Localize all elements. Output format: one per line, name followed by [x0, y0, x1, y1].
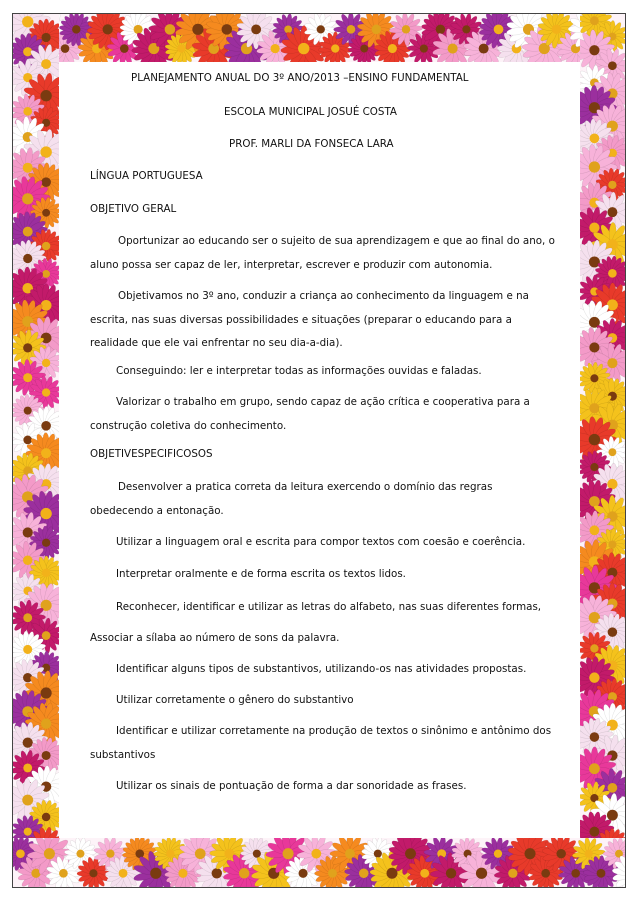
specific-item-6: Identificar alguns tipos de substantivos, utilizando-os nas atividades propostas.: [116, 663, 527, 675]
specific-objectives-heading: OBJETIVESPECIFICOSOS: [90, 448, 213, 460]
school-name: ESCOLA MUNICIPAL JOSUÉ COSTA: [224, 106, 397, 118]
specific-item-4: Reconhecer, identificar e utilizar as letras do alfabeto, nas suas diferentes formas,: [116, 601, 542, 613]
general-paragraph-3: Conseguindo: ler e interpretar todas as informações ouvidas e faladas.: [116, 365, 482, 377]
plan-title: PLANEJAMENTO ANUAL DO 3º ANO/2013 –ENSINO FUNDAMENTAL: [131, 72, 469, 84]
general-objective-heading: OBJETIVO GERAL: [90, 203, 177, 215]
specific-item-9: Utilizar os sinais de pontuação de forma a dar sonoridade as frases.: [116, 780, 467, 792]
specific-item-1: Desenvolver a pratica correta da leitura exercendo o domínio das regras obedecendo a entonação.: [90, 481, 493, 517]
general-paragraph-1: Oportunizar ao educando ser o sujeito de sua aprendizagem e que ao final do ano, o aluno possa ser capaz de ler, interpretar, escrever e produzir com autonomia.: [90, 235, 555, 271]
teacher-name: PROF. MARLI DA FONSECA LARA: [229, 138, 394, 150]
general-paragraph-4: Valorizar o trabalho em grupo, sendo capaz de ação crítica e cooperativa para a construção coletiva do conhecimento.: [90, 396, 530, 432]
subject-heading: LÍNGUA PORTUGUESA: [90, 170, 203, 182]
specific-item-7: Utilizar corretamente o gênero do substantivo: [116, 694, 354, 706]
flower-border-left: [13, 14, 59, 887]
flower-border-bottom: [13, 838, 625, 887]
specific-item-3: Interpretar oralmente e de forma escrita os textos lidos.: [116, 568, 406, 580]
flower-border-top: [13, 14, 625, 62]
specific-item-2: Utilizar a linguagem oral e escrita para compor textos com coesão e coerência.: [116, 536, 526, 548]
general-paragraph-2: Objetivamos no 3º ano, conduzir a criança ao conhecimento da linguagem e na escrita, nas suas diversas possibilidades e situações (preparar o educando para a realidade que ele vai enfrentar no seu dia-a-dia).: [90, 290, 529, 349]
specific-item-5: Associar a sílaba ao número de sons da palavra.: [90, 632, 340, 644]
specific-item-8: Identificar e utilizar corretamente na produção de textos o sinônimo e antônimo dos substantivos: [90, 725, 552, 761]
flower-border-right: [580, 14, 625, 887]
